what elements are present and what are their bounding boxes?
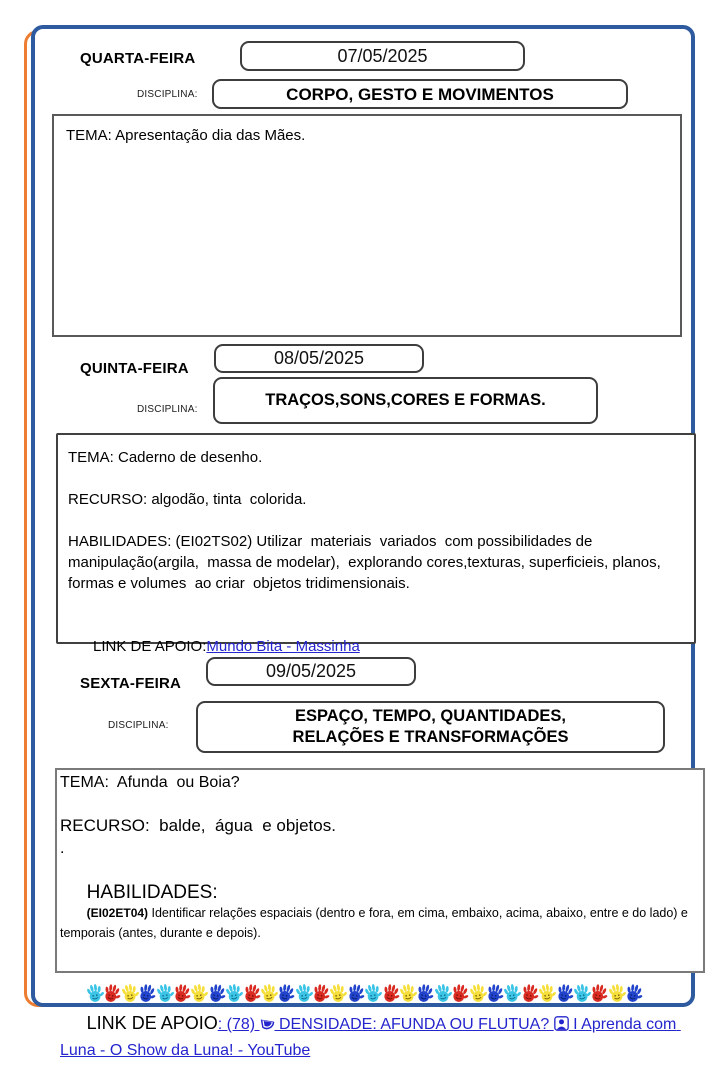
discipline-box-friday — [196, 701, 665, 753]
date-box-thursday — [214, 344, 424, 373]
date-box-wednesday — [240, 41, 525, 71]
handprint-blue — [625, 981, 642, 1007]
habilidades-label: HABILIDADES: — [86, 882, 218, 903]
discipline-box-wednesday — [212, 79, 628, 109]
habilidades-text: HABILIDADES: (EI02TS02) Utilizar materiais variados com possibilidades de manipulação(argila, massa de modelar), explorando cores,texturas, superficieis, planos, formas e volumes ao criar objetos tridimensionais. — [68, 533, 670, 592]
discipline-box-thursday — [213, 377, 598, 424]
handprint-blue — [277, 981, 294, 1007]
discipline-label-thursday: DISCIPLINA: — [137, 404, 198, 415]
link-label: LINK DE APOIO — [86, 1013, 218, 1033]
handprint-yellow — [190, 981, 207, 1007]
tema-text: TEMA: Apresentação dia das Mães. — [66, 127, 306, 144]
habilidades-text: Identificar relações espaciais (dentro e fora, em cima, embaixo, acima, abaixo, entre e do lado) e temporais (antes, durante e depois). — [60, 906, 692, 940]
handprint-blue — [556, 981, 573, 1007]
handprint-yellow — [329, 981, 346, 1007]
watermelon-slice-icon — [260, 1017, 275, 1031]
recurso-text: RECURSO: balde, água e objetos. — [60, 816, 336, 835]
date-value: 08/05/2025 — [273, 348, 365, 368]
handprint-red — [243, 981, 260, 1007]
handprint-cyan — [503, 981, 520, 1007]
handprint-yellow — [538, 981, 555, 1007]
date-box-friday — [206, 657, 416, 686]
date-value: 07/05/2025 — [337, 45, 428, 66]
discipline-label-friday: DISCIPLINA: — [108, 720, 169, 731]
hands-row — [86, 979, 642, 1007]
discipline-value: CORPO, GESTO E MOVIMENTOS — [286, 84, 554, 104]
content-box-thursday — [56, 433, 696, 655]
stray-dot: . — [60, 840, 65, 857]
handprint-blue — [416, 981, 433, 1007]
day-label-wednesday: QUARTA-FEIRA — [80, 50, 196, 67]
girl-portrait-icon — [554, 1016, 569, 1031]
habilidades-code: (EI02ET04) — [86, 906, 149, 920]
habilidades-line — [60, 864, 697, 962]
content-box-friday — [55, 768, 705, 1059]
day-label-thursday: QUINTA-FEIRA — [80, 360, 189, 377]
recurso-text: RECURSO: algodão, tinta colorida. — [68, 491, 307, 508]
handprint-cyan — [364, 981, 381, 1007]
handprint-red — [590, 981, 607, 1007]
handprint-red — [382, 981, 399, 1007]
tema-text: TEMA: Afunda ou Boia? — [60, 774, 240, 791]
handprint-red — [103, 981, 120, 1007]
handprint-blue — [138, 981, 155, 1007]
discipline-value: TRAÇOS,SONS,CORES E FORMAS. — [265, 391, 546, 409]
tema-text: TEMA: Caderno de desenho. — [68, 449, 263, 466]
link-label: LINK DE APOIO: — [93, 638, 207, 655]
support-link-friday[interactable]: : (78) DENSIDADE: AFUNDA OU FLUTUA? I Aprenda com Luna - O Show da Luna! - YouTube — [60, 1016, 681, 1059]
day-label-friday: SEXTA-FEIRA — [80, 675, 182, 692]
handprint-red — [451, 981, 468, 1007]
discipline-value-line2: RELAÇÕES E TRANSFORMAÇÕES — [292, 728, 569, 746]
content-box-wednesday — [52, 114, 682, 337]
discipline-value-line1: ESPAÇO, TEMPO, QUANTIDADES, — [294, 707, 567, 725]
support-link-thursday[interactable]: Mundo Bita - Massinha — [206, 638, 360, 655]
date-value: 09/05/2025 — [265, 661, 357, 681]
discipline-label-wednesday: DISCIPLINA: — [137, 89, 198, 100]
handprint-cyan — [225, 981, 242, 1007]
